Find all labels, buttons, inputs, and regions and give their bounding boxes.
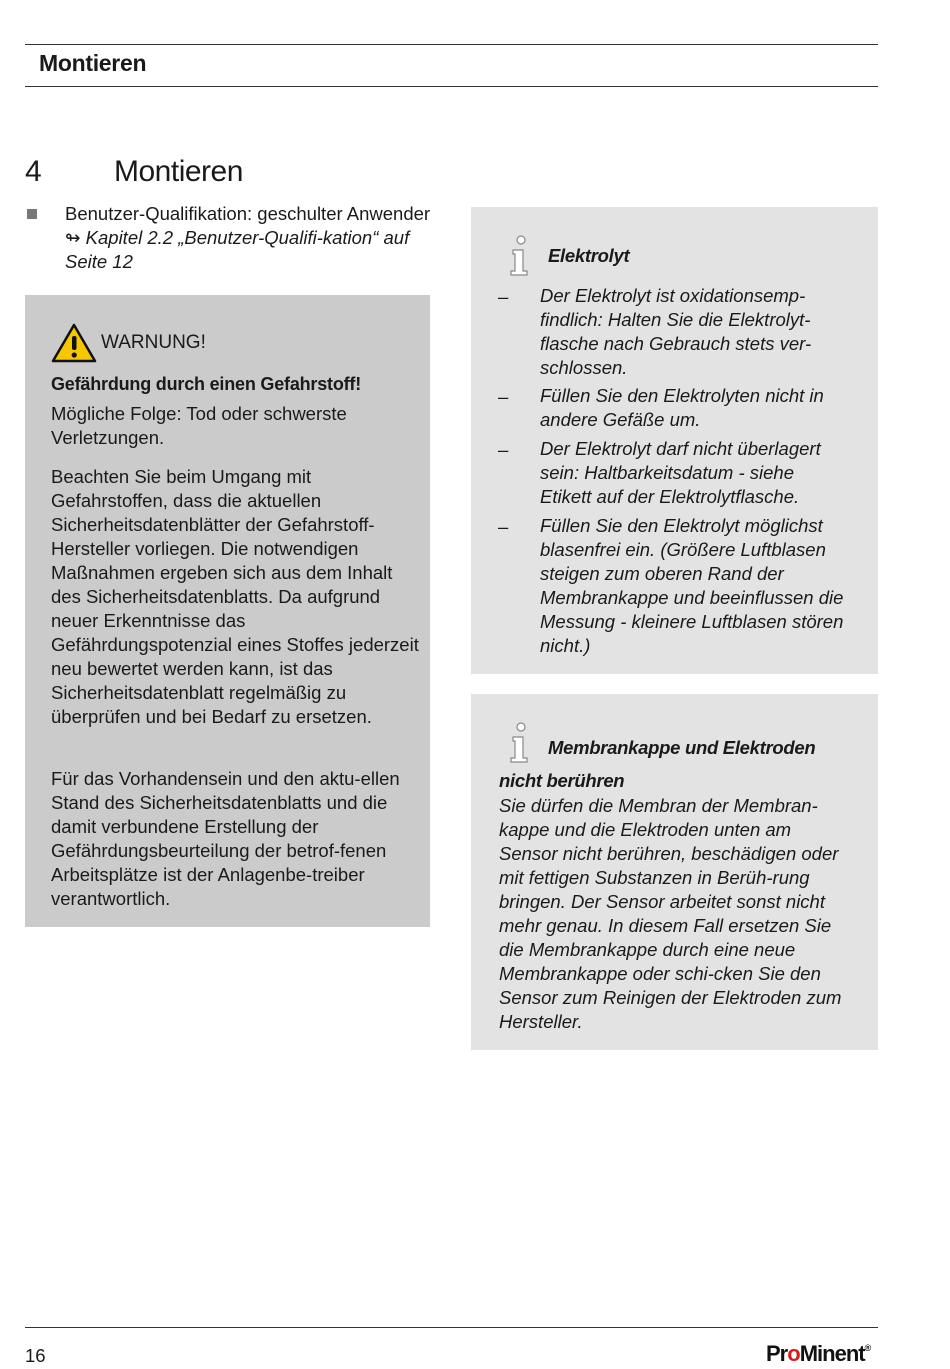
dash-bullet: – bbox=[498, 286, 509, 307]
info-body: Sie dürfen die Membran der Membran-kappe und die Elektroden unten am Sensor nicht berühren, beschädigen oder mit fettigen Substanzen in Berüh-rung bringen. Der Sensor arbeitet sonst nicht mehr genau. In diesem Fall ersetzen Sie die Membrankappe durch eine neue Membrankappe oder schi-cken Sie den Sensor zum Reinigen der Elektroden zum Hersteller. bbox=[499, 795, 842, 1032]
warning-box bbox=[25, 295, 430, 927]
warning-consequence: Mögliche Folge: Tod oder schwerste Verletzungen. bbox=[51, 403, 347, 448]
info-title: Elektrolyt bbox=[548, 245, 630, 266]
info-title: Membrankappe und Elektroden nicht berühren bbox=[499, 737, 816, 791]
list-item: Der Elektrolyt ist oxidationsemp-findlich: Halten Sie die Elektrolyt-flasche nach Gebrauch stets ver-schlossen. bbox=[540, 285, 812, 378]
chapter-reference-link[interactable]: Kapitel 2.2 „Benutzer-Qualifi-kation“ auf Seite 12 bbox=[65, 227, 410, 272]
chapter-title: Montieren bbox=[114, 155, 243, 188]
warning-paragraph: Für das Vorhandensein und den aktu-ellen Stand des Sicherheitsdatenblatts und die damit verbundene Erstellung der Gefährdungsbeurteilung der betrof-fenen Arbeitsplätze ist der Anlagenbe-treiber verantwortlich. bbox=[51, 768, 400, 909]
warning-paragraph: Beachten Sie beim Umgang mit Gefahrstoffen, dass die aktuellen Sicherheitsdatenblätter der Gefahrstoff-Hersteller vorliegen. Die notwendigen Maßnahmen ergeben sich aus dem Inhalt des Sicherheitsdatenblatts. Da aufgrund neuer Erkenntnisse das Gefährdungspotenzial eines Stoffes jederzeit neu bewertet werden kann, ist das Sicherheitsdatenblatt regelmäßig zu überprüfen und bei Bedarf zu ersetzen. bbox=[51, 466, 419, 727]
qualification-label: Benutzer-Qualifikation: geschulter Anwender bbox=[65, 203, 431, 224]
list-item: Füllen Sie den Elektrolyt möglichst blasenfrei ein. (Größere Luftblasen steigen zum oberen Rand der Membrankappe und beeinflussen die Messung - kleinere Luftblasen stören nicht.) bbox=[540, 515, 844, 656]
page-number: 16 bbox=[25, 1345, 46, 1366]
reference-arrow-icon: ↬ bbox=[65, 227, 81, 248]
running-header-title: Montieren bbox=[39, 50, 147, 76]
info-icon bbox=[507, 235, 533, 277]
info-box-membrane bbox=[471, 694, 878, 1050]
list-item: Der Elektrolyt darf nicht überlagert sein: Haltbarkeitsdatum - siehe Etikett auf der Elektrolytflasche. bbox=[540, 438, 821, 507]
bullet-square-icon bbox=[27, 209, 37, 219]
header-bottom-rule bbox=[25, 86, 878, 87]
qualification-text bbox=[65, 202, 437, 274]
footer-rule bbox=[25, 1327, 878, 1328]
warning-triangle-icon bbox=[51, 323, 97, 363]
warning-heading: Gefährdung durch einen Gefahrstoff! bbox=[51, 374, 362, 394]
brand-logo: ProMinent® bbox=[766, 1341, 871, 1366]
header-top-rule bbox=[25, 44, 878, 45]
list-item: Füllen Sie den Elektrolyten nicht in andere Gefäße um. bbox=[540, 385, 824, 430]
dash-bullet: – bbox=[498, 386, 509, 407]
dash-bullet: – bbox=[498, 439, 509, 460]
warning-label: WARNUNG! bbox=[101, 332, 206, 353]
chapter-number: 4 bbox=[25, 155, 42, 188]
info-box-electrolyte bbox=[471, 207, 878, 674]
dash-bullet: – bbox=[498, 516, 509, 537]
